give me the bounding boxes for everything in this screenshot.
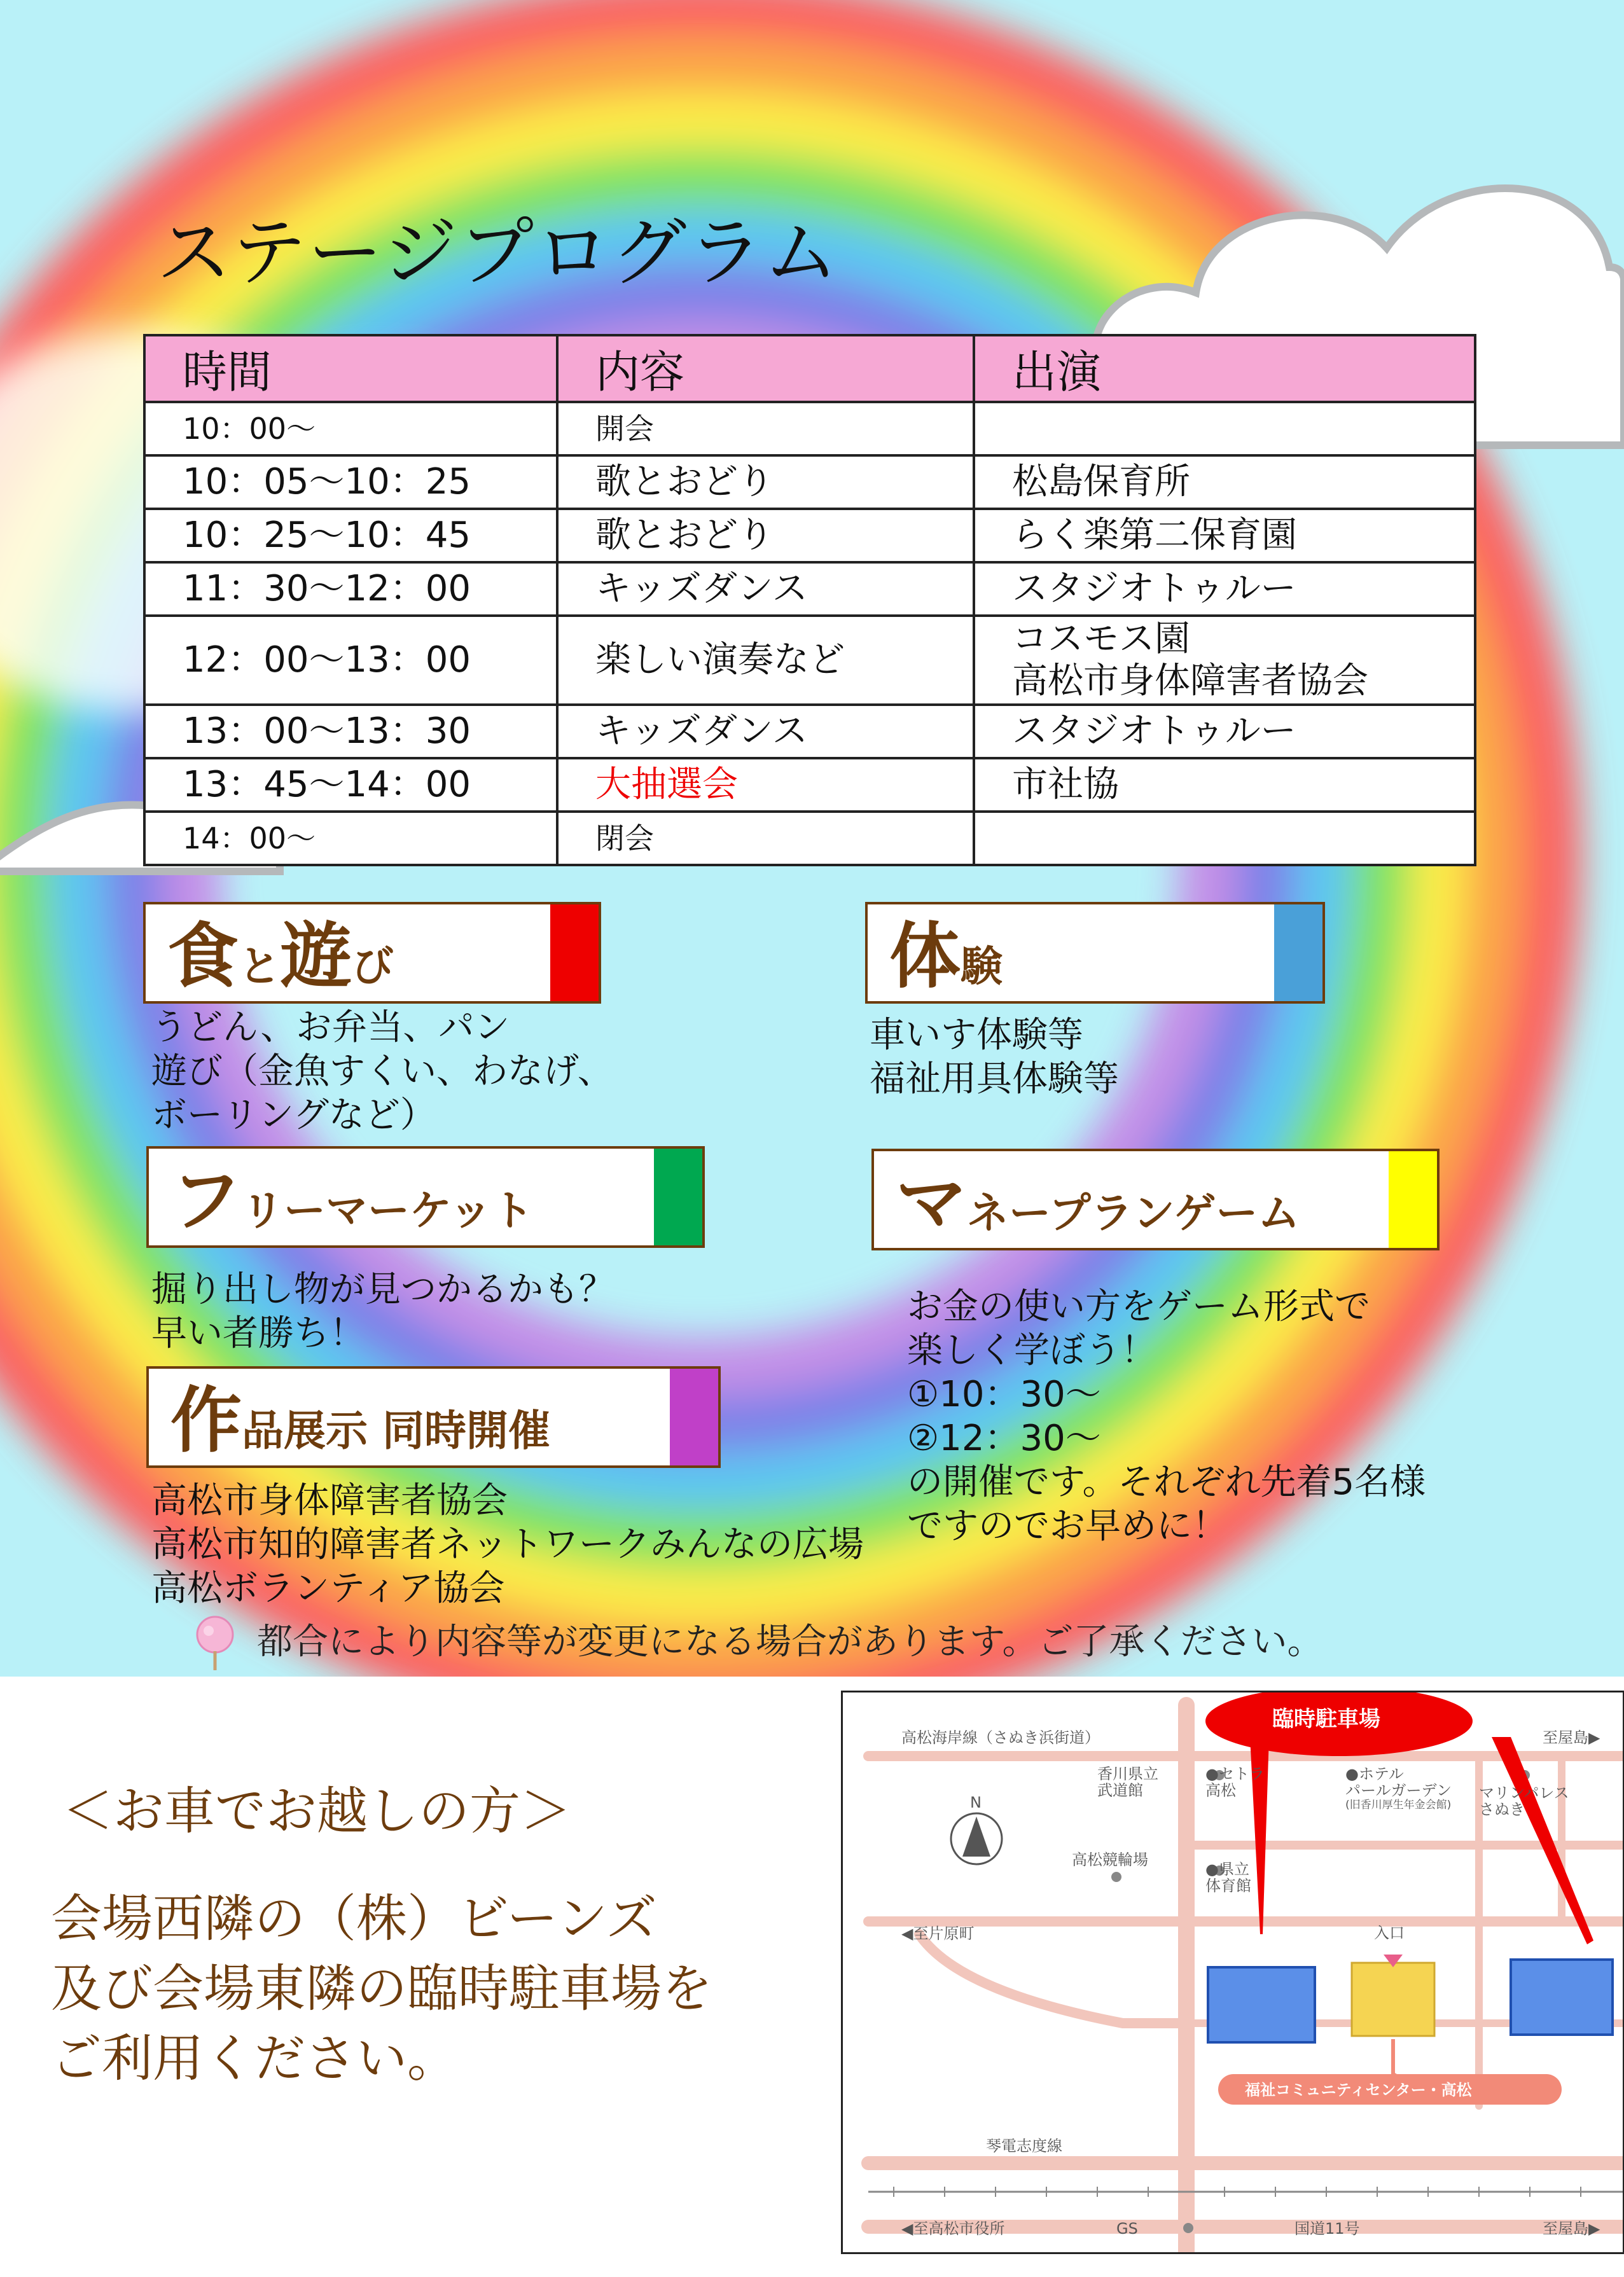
row-content: 閉会 xyxy=(557,812,974,865)
cotton-candy-icon xyxy=(190,1614,240,1671)
row-content-highlight: 大抽選会 xyxy=(557,758,974,812)
row-performer xyxy=(974,812,1475,865)
color-tag xyxy=(550,904,599,1001)
heading-label: フリーマーケット xyxy=(170,1159,534,1242)
table-row xyxy=(144,705,1475,758)
performer-line: コスモス園 xyxy=(1012,618,1190,660)
access-title: ＜お車でお越しの方＞ xyxy=(62,1782,571,1841)
row-time: 13：00～13：30 xyxy=(144,705,557,758)
map-gym: ●県立 体育館 xyxy=(1205,1860,1251,1895)
map-north-label: N xyxy=(970,1794,982,1811)
header-time: 時間 xyxy=(144,335,557,402)
parking-west xyxy=(1208,1967,1315,2042)
row-performer: らく楽第二保育園 xyxy=(974,509,1475,562)
map-gs: GS xyxy=(1116,2220,1138,2238)
map-to-katahara: ◀至片原町 xyxy=(901,1925,975,1942)
food-play-description: うどん、お弁当、パン 遊び（金魚すくい、わなげ、 ボーリングなど） xyxy=(151,1007,613,1136)
map-to-yashima-top: 至屋島▶ xyxy=(1543,1729,1600,1747)
row-performer: スタジオトゥルー xyxy=(974,705,1475,758)
row-content: キッズダンス xyxy=(557,705,974,758)
row-time: 10：25～10：45 xyxy=(144,509,557,562)
map-railway: 琴電志度線 xyxy=(986,2137,1062,2155)
row-content: 歌とおどり xyxy=(557,455,974,509)
experience-description: 車いす体験等 福祉用具体験等 xyxy=(870,1014,1119,1100)
row-time: 13：45～14：00 xyxy=(144,758,557,812)
map-setora: ●セトラ 高松 xyxy=(1205,1765,1265,1800)
row-time: 10：05～10：25 xyxy=(144,455,557,509)
header-performer: 出演 xyxy=(974,335,1475,402)
row-time: 14：00～ xyxy=(144,812,557,865)
page-title: ステージプログラム xyxy=(156,209,840,296)
food-play-heading xyxy=(143,902,601,1004)
table-header-row xyxy=(144,335,1475,402)
table-row xyxy=(144,758,1475,812)
row-content: 歌とおどり xyxy=(557,509,974,562)
map-to-cityhall: ◀至高松市役所 xyxy=(901,2220,1005,2238)
color-tag xyxy=(654,1149,702,1245)
row-performer: 市社協 xyxy=(974,758,1475,812)
map-keirin: 高松競輪場 xyxy=(1072,1851,1148,1869)
flea-market-description: 掘り出し物が見つかるかも？ 早い者勝ち！ xyxy=(151,1269,614,1354)
color-tag xyxy=(1274,904,1322,1001)
table-row xyxy=(144,402,1475,455)
map-entrance: 入口 xyxy=(1374,1924,1405,1942)
color-tag xyxy=(1389,1151,1437,1248)
parking-east xyxy=(1511,1960,1613,2035)
row-performer: 松島保育所 xyxy=(974,455,1475,509)
north-arrow-icon xyxy=(951,1813,1002,1864)
venue-building xyxy=(1352,1963,1434,2036)
experience-heading xyxy=(865,902,1325,1004)
table-row xyxy=(144,616,1475,705)
row-time: 11：30～12：00 xyxy=(144,562,557,616)
heading-label: マネープランゲーム xyxy=(896,1162,1300,1245)
money-plan-game-heading xyxy=(871,1149,1440,1250)
table-row xyxy=(144,455,1475,509)
map-kagawa-budokan: 香川県立 武道館 xyxy=(1097,1765,1158,1800)
map-center-label: 福祉コミュニティセンター・高松 xyxy=(1245,2081,1472,2099)
row-performer xyxy=(974,616,1475,705)
row-content: 開会 xyxy=(557,402,974,455)
map-to-yashima-bottom: 至屋島▶ xyxy=(1543,2220,1600,2238)
venue-map xyxy=(841,1691,1624,2254)
row-content: 楽しい演奏など xyxy=(557,616,974,705)
color-tag xyxy=(670,1369,718,1465)
map-parking-label: 臨時駐車場 xyxy=(1272,1706,1380,1732)
map-hotel: ●ホテル パールガーデン (旧香川厚生年金会館) xyxy=(1345,1765,1452,1811)
row-content: キッズダンス xyxy=(557,562,974,616)
row-performer: スタジオトゥルー xyxy=(974,562,1475,616)
map-route11: 国道11号 xyxy=(1294,2220,1360,2238)
header-content: 内容 xyxy=(557,335,974,402)
table-row xyxy=(144,509,1475,562)
stage-program-table xyxy=(143,334,1476,866)
table-row xyxy=(144,812,1475,865)
heading-label: 食と遊び xyxy=(167,915,394,998)
row-time: 10：00～ xyxy=(144,402,557,455)
heading-label: 作品展示 同時開催 xyxy=(170,1380,550,1462)
heading-label: 体験 xyxy=(889,915,1003,998)
flea-market-heading xyxy=(146,1146,705,1248)
access-instructions: 会場西隣の（株）ビーンズ 及び会場東隣の臨時駐車場を ご利用ください。 xyxy=(51,1889,712,2088)
row-time: 12：00～13：00 xyxy=(144,616,557,705)
money-plan-game-description: お金の使い方をゲーム形式で 楽しく学ぼう！ ①10：30～ ②12：30～ の開催です。それぞれ先着5名様 ですのでお早めに！ xyxy=(907,1286,1426,1547)
change-notice: 都合により内容等が変更になる場合があります。ご了承ください。 xyxy=(257,1621,1323,1663)
map-road-top: 高松海岸線（さぬき浜街道） xyxy=(901,1729,1100,1747)
map-marine-palace: マリンパレス さぬき xyxy=(1479,1784,1569,1819)
performer-line: 高松市身体障害者協会 xyxy=(1012,660,1368,702)
exhibition-description: 高松市身体障害者協会 高松市知的障害者ネットワークみんなの広場 高松ボランティア協会 xyxy=(151,1480,864,1609)
table-row xyxy=(144,562,1475,616)
exhibition-heading xyxy=(146,1366,721,1468)
row-performer xyxy=(974,402,1475,455)
